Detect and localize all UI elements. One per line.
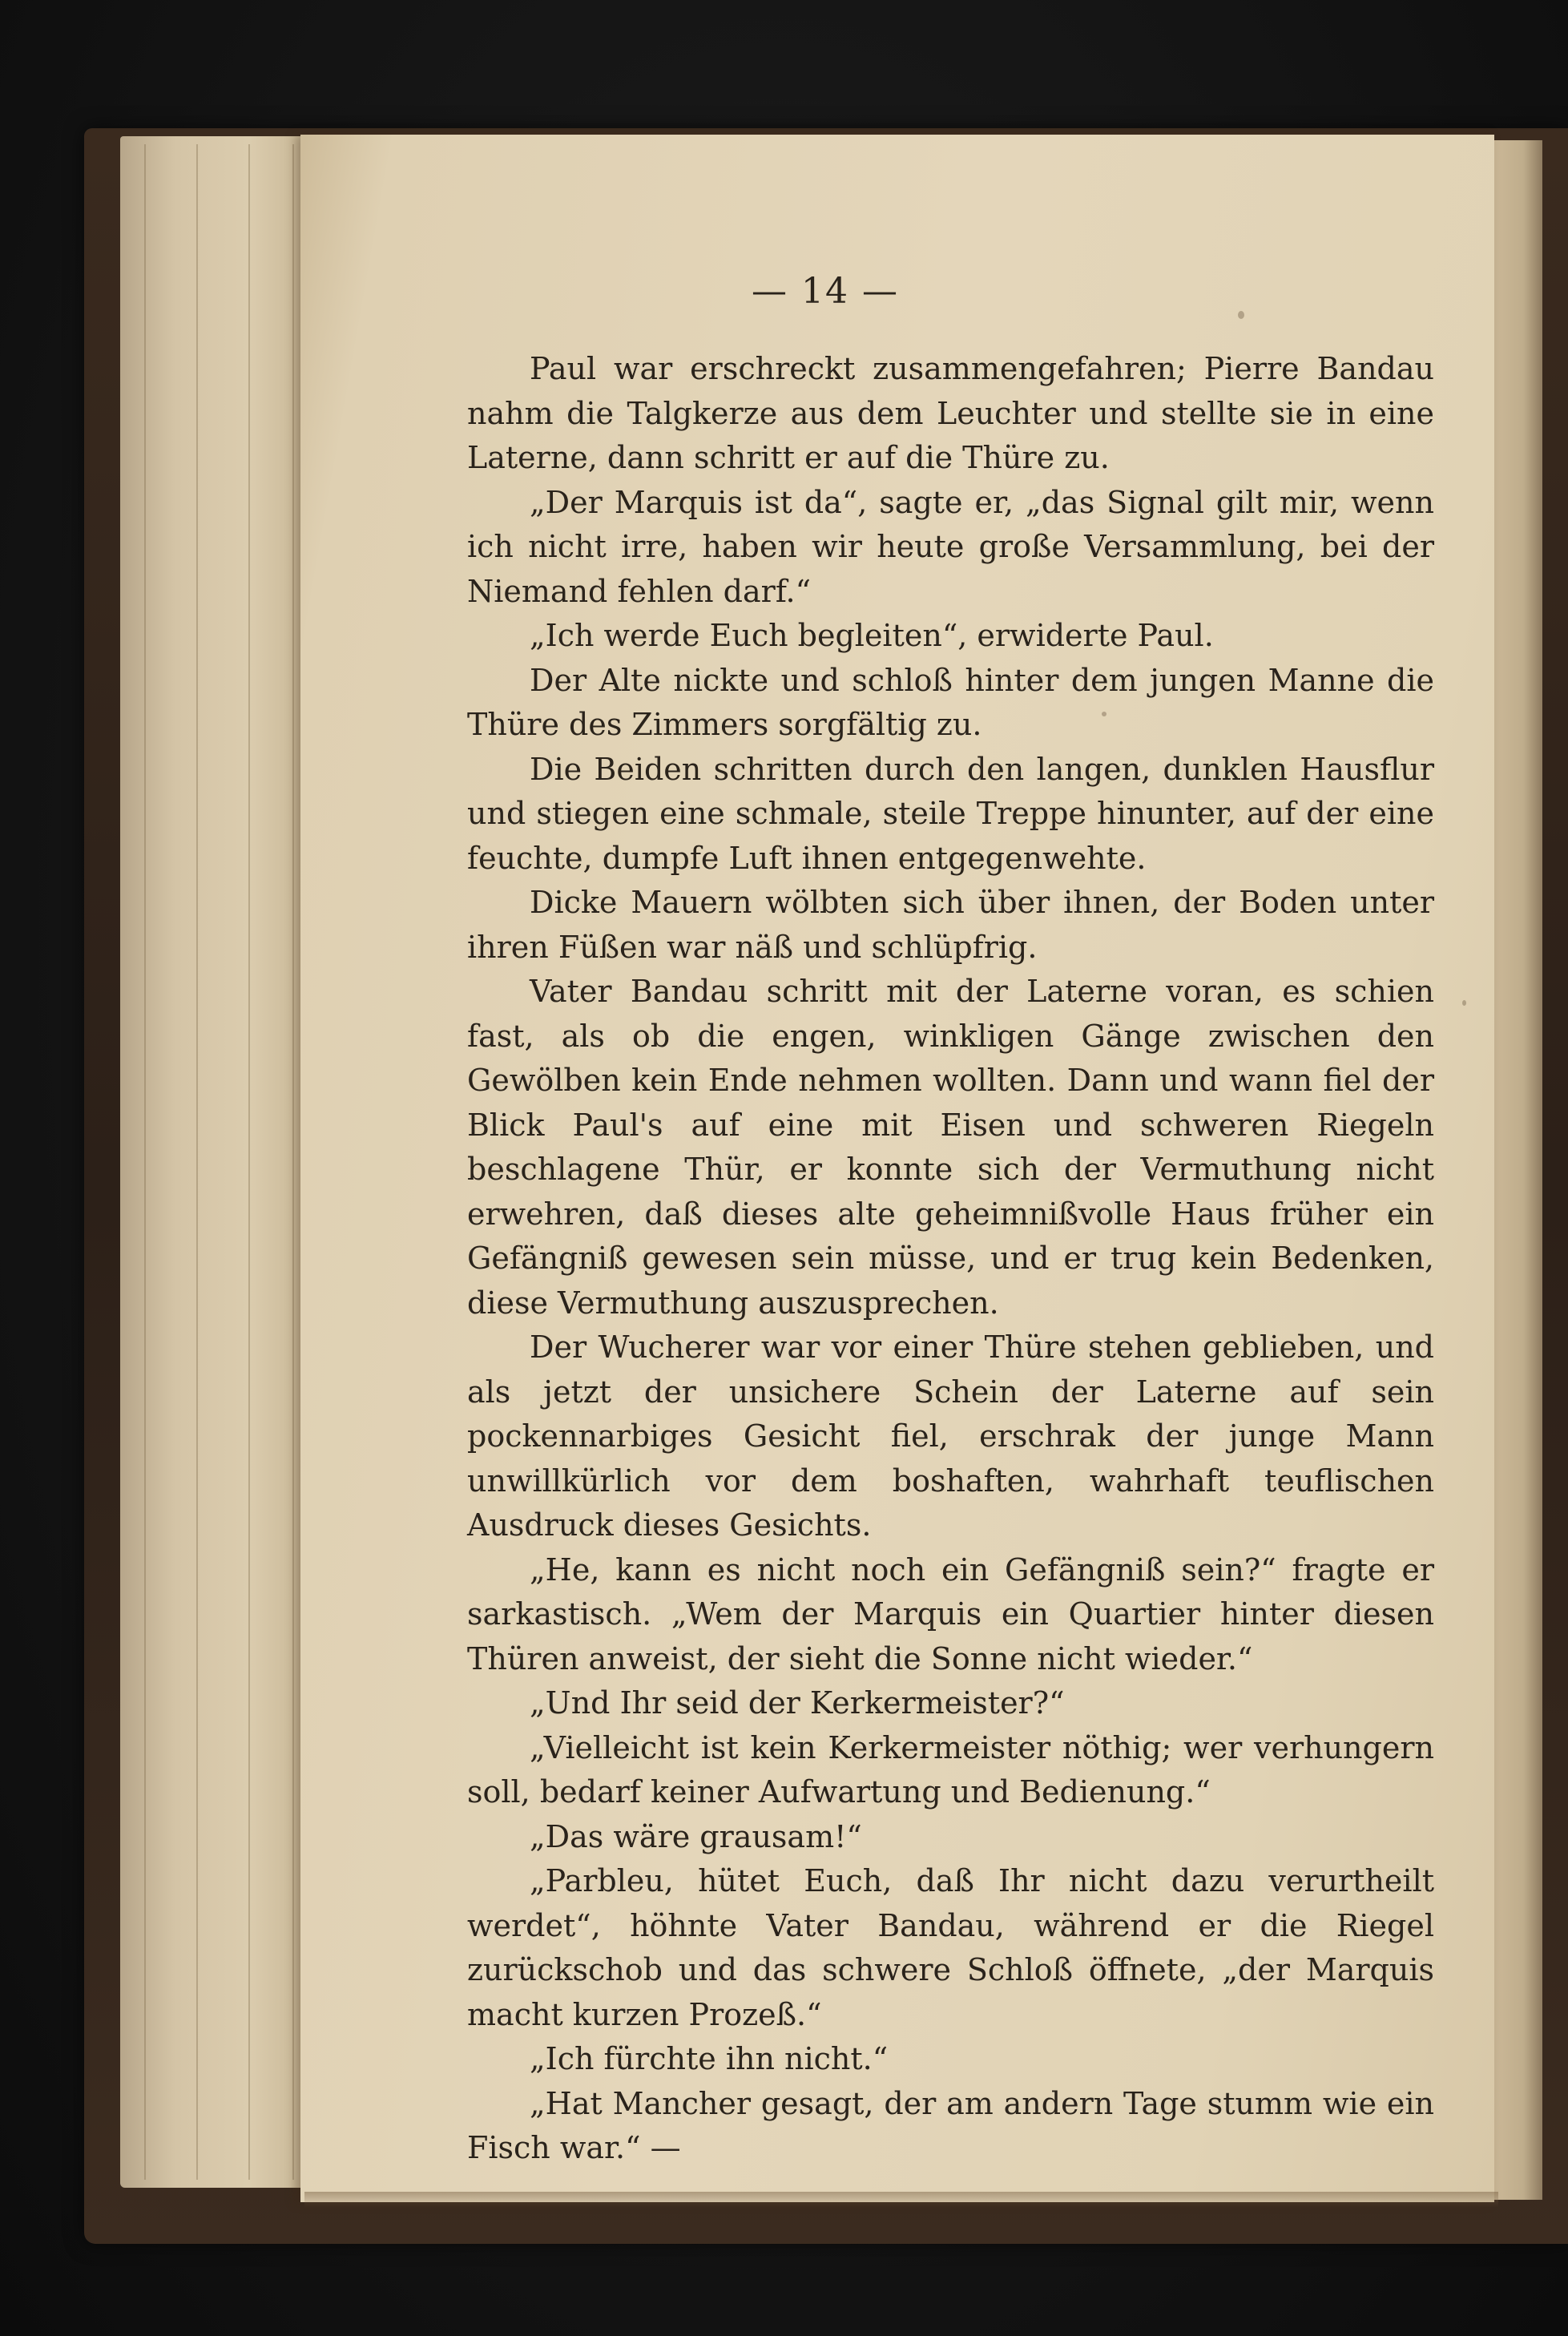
page-edge-line xyxy=(144,144,146,2180)
page-edge-line xyxy=(196,144,198,2180)
paragraph: Die Beiden schritten durch den langen, dunklen Hausflur und stiegen eine schmale, steile Treppe hinunter, auf der eine feuchte, dumpfe Luft ihnen entgegenwehte. xyxy=(467,751,1434,876)
paragraph: „Vielleicht ist kein Kerkermeister nöthig; wer verhungern soll, bedarf keiner Aufwartung und Bedienung.“ xyxy=(467,1729,1434,1809)
paragraph: „Das wäre grausam!“ xyxy=(530,1818,862,1854)
paper-speck xyxy=(1462,1000,1466,1006)
paragraph: „Der Marquis ist da“, sagte er, „das Signal gilt mir, wenn ich nicht irre, haben wir heute große Versammlung, bei der Niemand fehlen darf.“ xyxy=(467,484,1434,609)
paragraph: „Hat Mancher gesagt, der am andern Tage stumm wie ein Fisch war.“ — xyxy=(467,2085,1434,2165)
page-stack-left xyxy=(120,136,304,2188)
paragraph: Vater Bandau schritt mit der Laterne voran, es schien fast, als ob die engen, winkligen Gänge zwischen den Gewölben kein Ende nehmen wollten. Dann und wann fiel der Blick Paul's auf eine mit Eisen und schweren Riegeln beschlagene Thür, er konnte sich der Vermuthung nicht erwehren, daß dieses alte geheimnißvolle Haus früher ein Gefängniß gewesen sein müsse, und er trug kein Bedenken, diese Vermuthung auszusprechen. xyxy=(467,974,1434,1321)
page-text xyxy=(467,347,1434,2165)
paragraph: Der Wucherer war vor einer Thüre stehen geblieben, und als jetzt der unsichere Schein der Laterne auf sein pockennarbiges Gesicht fiel, erschrak der junge Mann unwillkürlich vor dem boshaften, wahrhaft teuflischen Ausdruck dieses Gesichts. xyxy=(467,1329,1434,1543)
page-number: — 14 — xyxy=(752,271,899,312)
page-edge-line xyxy=(292,144,294,2180)
paragraph: Dicke Mauern wölbten sich über ihnen, der Boden unter ihren Füßen war näß und schlüpfrig. xyxy=(467,885,1434,965)
paragraph: „Ich fürchte ihn nicht.“ xyxy=(530,2041,889,2076)
paper-speck xyxy=(1238,311,1244,319)
paragraph: „Parbleu, hütet Euch, daß Ihr nicht dazu verurtheilt werdet“, höhnte Vater Bandau, während er die Riegel zurückschob und das schwere Schloß öffnete, „der Marquis macht kurzen Prozeß.“ xyxy=(467,1863,1434,2032)
page-edge-right xyxy=(1494,140,1542,2200)
page-edge-line xyxy=(248,144,250,2180)
paragraph: Paul war erschreckt zusammengefahren; Pierre Bandau nahm die Talgkerze aus dem Leuchter und stellte sie in eine Laterne, dann schritt er auf die Thüre zu. xyxy=(467,351,1434,475)
paragraph: „Ich werde Euch begleiten“, erwiderte Paul. xyxy=(530,618,1214,653)
page-bottom-shadow xyxy=(304,2192,1498,2208)
paragraph: „He, kann es nicht noch ein Gefängniß sein?“ fragte er sarkastisch. „Wem der Marquis ein Quartier hinter diesen Thüren anweist, der sieht die Sonne nicht wieder.“ xyxy=(467,1551,1434,1676)
paragraph: Der Alte nickte und schloß hinter dem jungen Manne die Thüre des Zimmers sorgfältig zu. xyxy=(467,662,1434,742)
paragraph: „Und Ihr seid der Kerkermeister?“ xyxy=(530,1685,1065,1721)
